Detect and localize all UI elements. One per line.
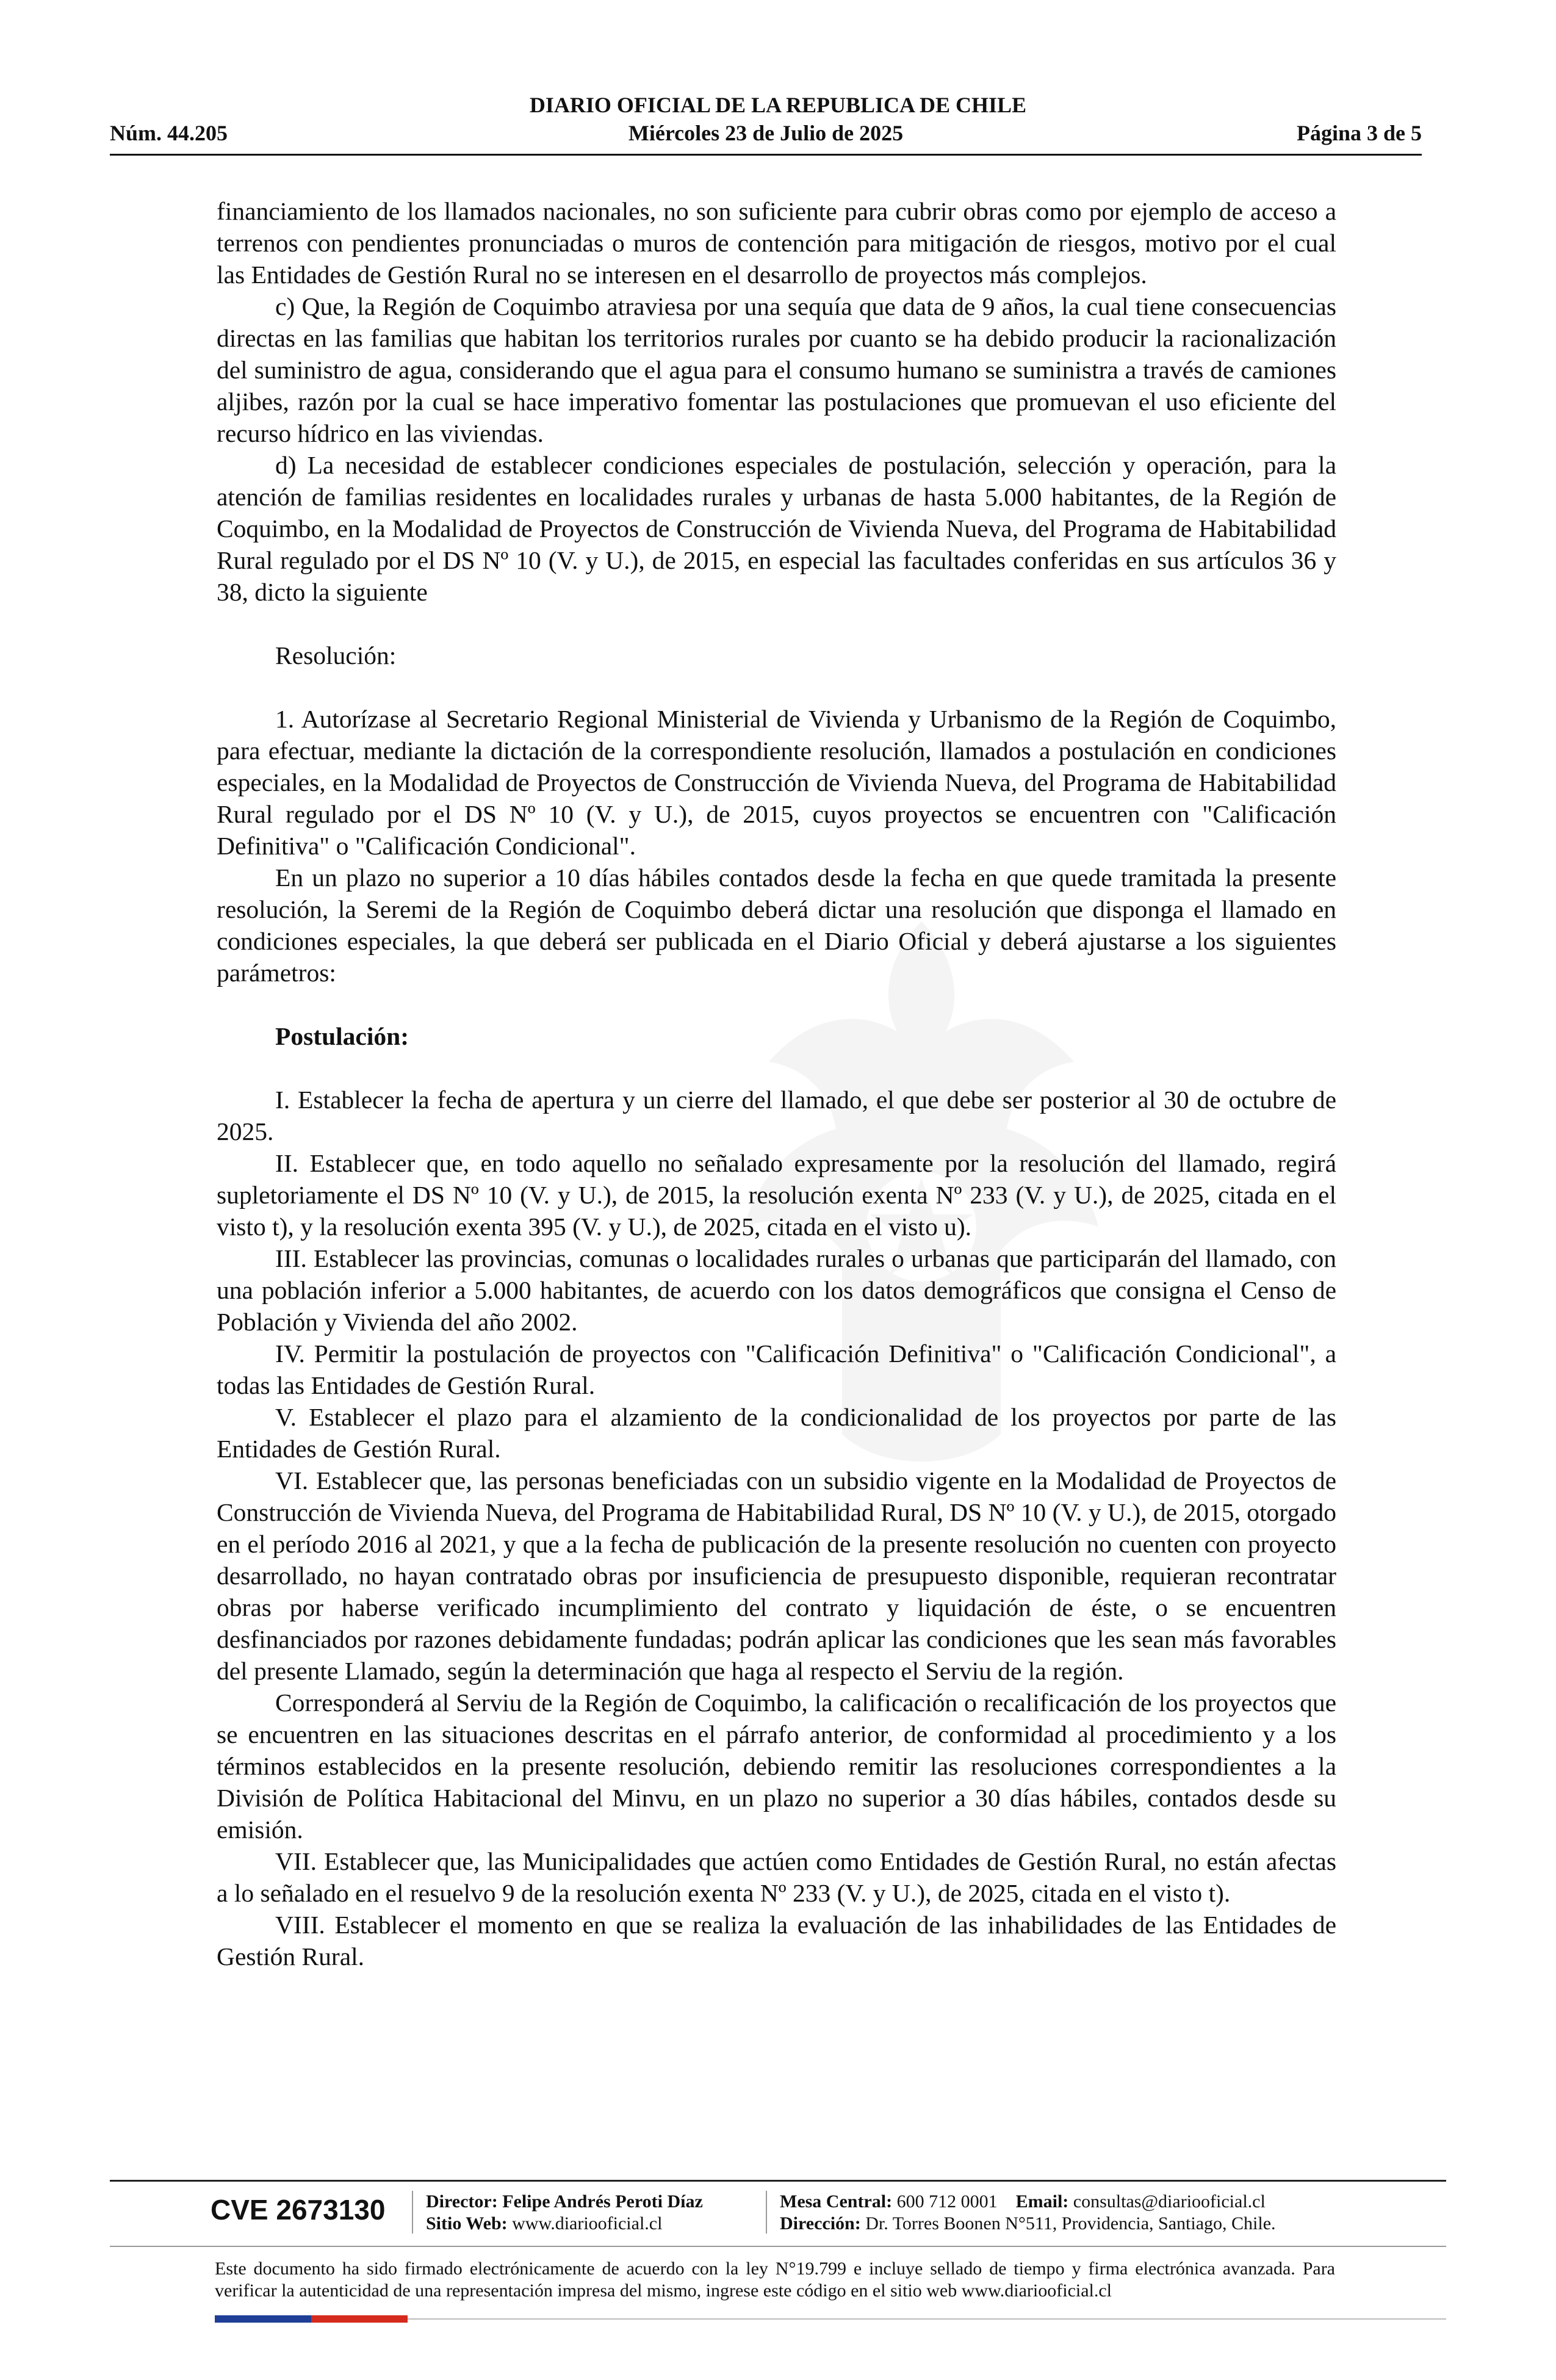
issue-number: Núm. 44.205 [110,121,228,145]
email-label: Email: [1015,2191,1069,2212]
flag-blue-segment [215,2315,311,2323]
flag-red-segment [311,2315,408,2323]
list-item: IV. Permitir la postulación de proyectos con "Calificación Definitiva" o "Calificación Condicional", a todas las Entidades de Gestión Rural. [217,1340,1336,1399]
footer-contact-column [780,2191,1276,2235]
paragraph: c) Que, la Región de Coquimbo atraviesa por una sequía que data de 9 años, la cual tiene consecuencias directas en las familias que habitan los territorios rurales por cuanto se ha debido producir la racionalización del suministro de agua, considerando que el agua para el consumo humano se suministra a través de camiones aljibes, razón por la cual se hace imperativo fomentar las postulaciones que promuevan el uso eficiente del recurso hídrico en las viviendas. [217,292,1336,447]
header-row [110,120,1422,146]
mesa-label: Mesa Central: [780,2191,893,2212]
footer-director-column [426,2191,703,2235]
resolucion-heading: Resolución: [275,641,397,669]
cve-code: CVE 2673130 [211,2194,386,2226]
list-item: III. Establecer las provincias, comunas o localidades rurales o urbanas que participarán del llamado, con una población inferior a 5.000 habitantes, de acuerdo con los datos demográficos que consigna el Censo de Población y Vivienda del año 2002. [217,1244,1336,1336]
header-divider [110,154,1422,156]
footer-separator [766,2191,767,2234]
address-value: Dr. Torres Boonen N°511, Providencia, Santiago, Chile. [865,2213,1276,2234]
director-name: Felipe Andrés Peroti Díaz [502,2191,703,2212]
list-item: VIII. Establecer el momento en que se realiza la evaluación de las inhabilidades de las Entidades de Gestión Rural. [217,1911,1336,1971]
page-indicator: Página 3 de 5 [1296,121,1422,145]
email-link[interactable]: consultas@diariooficial.cl [1073,2191,1266,2212]
list-item: I. Establecer la fecha de apertura y un cierre del llamado, el que debe ser posterior al 30 de octubre de 2025. [217,1086,1336,1145]
footer-separator [412,2191,413,2234]
list-item: V. Establecer el plazo para el alzamiento de la condicionalidad de los proyectos por parte de las Entidades de Gestión Rural. [217,1403,1336,1463]
newspaper-title: DIARIO OFICIAL DE LA REPUBLICA DE CHILE [529,93,1027,117]
mesa-phone: 600 712 0001 [896,2191,998,2212]
list-item: VI. Establecer que, las personas beneficiadas con un subsidio vigente en la Modalidad de Proyectos de Construcción de Vivienda Nueva, del Programa de Habitabilidad Rural, DS Nº 10 (V. y U.), de 2015, otorgado en el período 2016 al 2021, y que a la fecha de publicación de la presente resolución no cuenten con proyecto desarrollado, no hayan contratado obras por insuficiencia de presupuesto disponible, requieran recontratar obras por haberse verificado incumplimiento del contrato y liquidación de éste, o se encuentren desfinanciados por razones debidamente fundadas; podrán aplicar las condiciones que les sean más favorables del presente Llamado, según la determinación que haga al respecto el Serviu de la región. [217,1466,1336,1685]
list-item: Corresponderá al Serviu de la Región de Coquimbo, la calificación o recalificación de los proyectos que se encuentren en las situaciones descritas en el párrafo anterior, de conformidad al procedimiento y a los términos establecidos en la presente resolución, debiendo remitir las resoluciones correspondientes a la División de Política Habitacional del Minvu, en un plazo no superior a 30 días hábiles, contados desde su emisión. [217,1689,1336,1844]
director-label: Director: [426,2191,498,2212]
issue-date: Miércoles 23 de Julio de 2025 [628,121,904,145]
footer-divider [110,2180,1446,2182]
paragraph: En un plazo no superior a 10 días hábiles contados desde la fecha en que quede tramitada la presente resolución, la Seremi de la Región de Coquimbo deberá dictar una resolución que disponga el llamado en condiciones especiales, la que deberá ser publicada en el Diario Oficial y deberá ajustarse a los siguientes parámetros: [217,864,1336,987]
paragraph: financiamiento de los llamados nacionales, no son suficiente para cubrir obras como por ejemplo de acceso a terrenos con pendientes pronunciadas o muros de contención para mitigación de riesgos, motivo por el cual las Entidades de Gestión Rural no se interesen en el desarrollo de proyectos más complejos. [217,197,1336,289]
postulacion-heading: Postulación: [275,1022,409,1050]
footer-bottom-rule [408,2318,1446,2320]
list-item: II. Establecer que, en todo aquello no señalado expresamente por la resolución del llamado, regirá supletoriamente el DS Nº 10 (V. y U.), de 2015, la resolución exenta Nº 233 (V. y U.), de 2025, citada en el visto t), y la resolución exenta 395 (V. y U.), de 2025, citada en el visto u). [217,1149,1336,1241]
list-item: VII. Establecer que, las Municipalidades que actúen como Entidades de Gestión Rural, no están afectas a lo señalado en el resuelvo 9 de la resolución exenta Nº 233 (V. y U.), de 2025, citada en el visto t). [217,1847,1336,1907]
website-link[interactable]: www.diariooficial.cl [512,2213,663,2234]
paragraph: d) La necesidad de establecer condiciones especiales de postulación, selección y operación, para la atención de familias residentes en localidades rurales y urbanas de hasta 5.000 habitantes, de la Región de Coquimbo, en la Modalidad de Proyectos de Construcción de Vivienda Nueva, del Programa de Habitabilidad Rural regulado por el DS Nº 10 (V. y U.), de 2015, en especial las facultades conferidas en sus artículos 36 y 38, dicto la siguiente [217,451,1336,606]
document-body [217,195,1336,1972]
address-label: Dirección: [780,2213,861,2234]
paragraph: 1. Autorízase al Secretario Regional Ministerial de Vivienda y Urbanismo de la Región de Coquimbo, para efectuar, mediante la dictación de la correspondiente resolución, llamados a postulación en condiciones especiales, en la Modalidad de Proyectos de Construcción de Vivienda Nueva, del Programa de Habitabilidad Rural regulado por el DS Nº 10 (V. y U.), de 2015, cuyos proyectos se encuentren con "Calificación Definitiva" o "Calificación Condicional". [217,705,1336,860]
footer-divider [110,2246,1446,2247]
legal-note: Este documento ha sido firmado electrónicamente de acuerdo con la ley N°19.799 e incluye sellado de tiempo y firma electrónica avanzada. Para verificar la autenticidad de una representación impresa del mismo, ingrese este código en el sitio web www.diariooficial.cl [215,2259,1335,2301]
website-label: Sitio Web: [426,2213,508,2234]
